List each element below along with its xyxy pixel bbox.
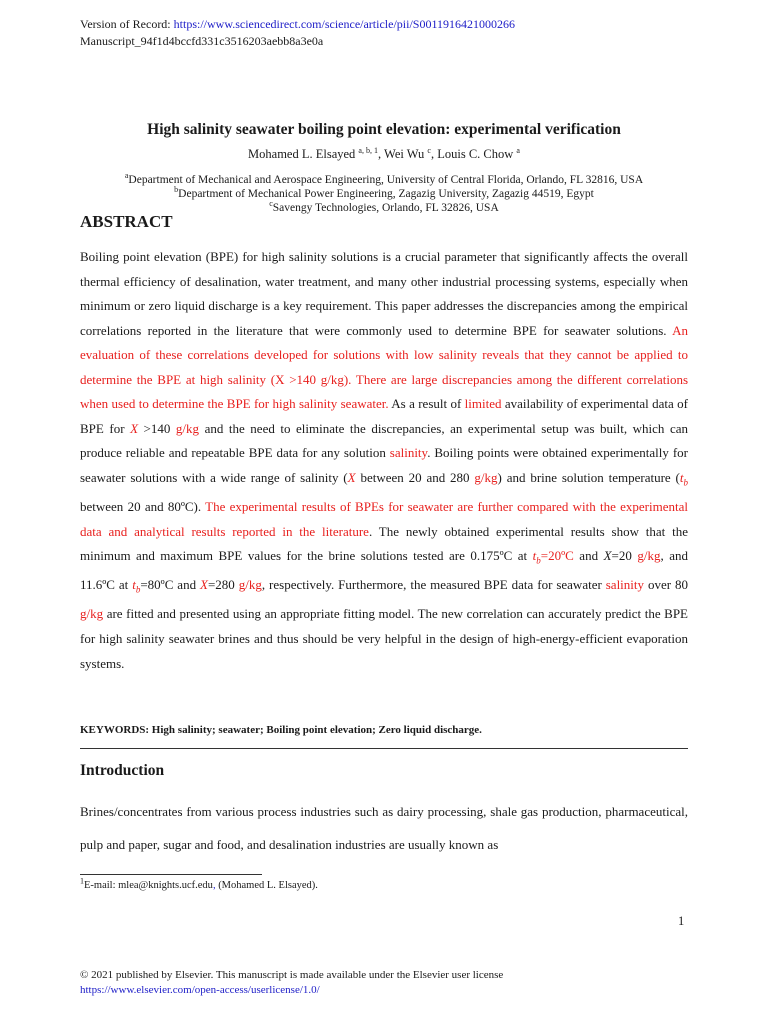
version-url-link[interactable]: https://www.sciencedirect.com/science/article/pii/S0011916421000266 (173, 17, 516, 31)
footnote-divider (80, 874, 262, 875)
author-sup: a, b, 1 (358, 145, 378, 155)
introduction-body: Brines/concentrates from various process industries such as dairy processing, shale gas production, pharmaceutical, pulp and paper, sugar and food, and desalination industries are usually known as (80, 804, 688, 852)
author-list: Mohamed L. Elsayed $^{a, b, 1}$, Wei Wu $^c$, Louis C. Chow $^a$ (248, 145, 520, 161)
introduction-heading: Introduction (80, 762, 165, 779)
author-name: Louis C. Chow (437, 147, 514, 161)
footnote: $^1$E-mail: mlea@knights.ucf.edu, (Mohamed L. Elsayed). (80, 876, 318, 891)
license-url-link[interactable]: https://www.elsevier.com/open-access/userlicense/1.0/ (80, 984, 320, 996)
manuscript-id: Manuscript_94f1d4bccfd331c3516203aebb8a3e0a (80, 34, 324, 48)
author-sup: a (516, 145, 520, 155)
affiliation: $^c$Savengy Technologies, Orlando, FL 32826, USA (269, 199, 499, 214)
section-divider (80, 748, 688, 749)
license-footer (80, 968, 503, 998)
author-name: Mohamed L. Elsayed (248, 147, 356, 161)
author-name: Wei Wu (384, 147, 425, 161)
abstract-body: Boiling point elevation (BPE) for high salinity solutions is a crucial parameter that significantly affects the overall thermal efficiency of desalination, water treatment, and many other industrial processing systems, especially when minimum or zero liquid discharge is a key requirement. This paper addresses the discrepancies among the empirical correlations reported in the literature that were commonly used to determine BPE for seawater solutions. An evaluation of these correlations developed for solutions with low salinity reveals that they cannot be applied to determine the BPE at high salinity (X >140 g/kg). There are large discrepancies among the different correlations when used to determine the BPE for high salinity seawater. As a result of limited availability of experimental data of BPE for X >140 g/kg and the need to eliminate the discrepancies, an experimental setup was built, which can produce reliable and repeatable BPE data for any solution salinity. Boiling points were obtained experimentally for seawater solutions with a wide range of salinity (X between 20 and 280 g/kg) and brine solution temperature ($t_b$ between 20 and 80ºC). The experimental results of BPEs for seawater are further compared with the experimental data and analytical results reported in the literature. The newly obtained experimental results show that the minimum and maximum BPE values for the brine solutions tested are 0.175ºC at $t_b=20ºC$ and X=20 g/kg, and 11.6ºC at $t_b=80ºC$ and X=280 g/kg, respectively. Furthermore, the measured BPE data for seawater salinity over 80 g/kg are fitted and presented using an appropriate fitting model. The new correlation can accurately predict the BPE for high salinity seawater brines and thus should be very helpful in the design of high-energy-efficient evaporation systems. (80, 249, 689, 671)
footnote-email-link[interactable]: , (212, 880, 216, 891)
affiliation: $^b$Department of Mechanical Power Engineering, Zagazig University, Zagazig 44519, Egypt (174, 185, 594, 200)
abstract-heading: ABSTRACT (80, 212, 173, 231)
paper-title: High salinity seawater boiling point elevation: experimental verification (147, 121, 621, 138)
keywords: KEYWORDS: High salinity; seawater; Boiling point elevation; Zero liquid discharge. (80, 724, 482, 736)
author-sup: c (427, 145, 431, 155)
license-statement: © 2021 published by Elsevier. This manuscript is made available under the Elsevier user license (80, 969, 504, 981)
affiliation: $^a$Department of Mechanical and Aerospace Engineering, University of Central Florida, Orlando, FL 32816, USA (124, 171, 644, 186)
version-label: Version of Record: (80, 17, 174, 31)
version-of-record-line (80, 16, 515, 32)
page-number: 1 (678, 914, 685, 928)
